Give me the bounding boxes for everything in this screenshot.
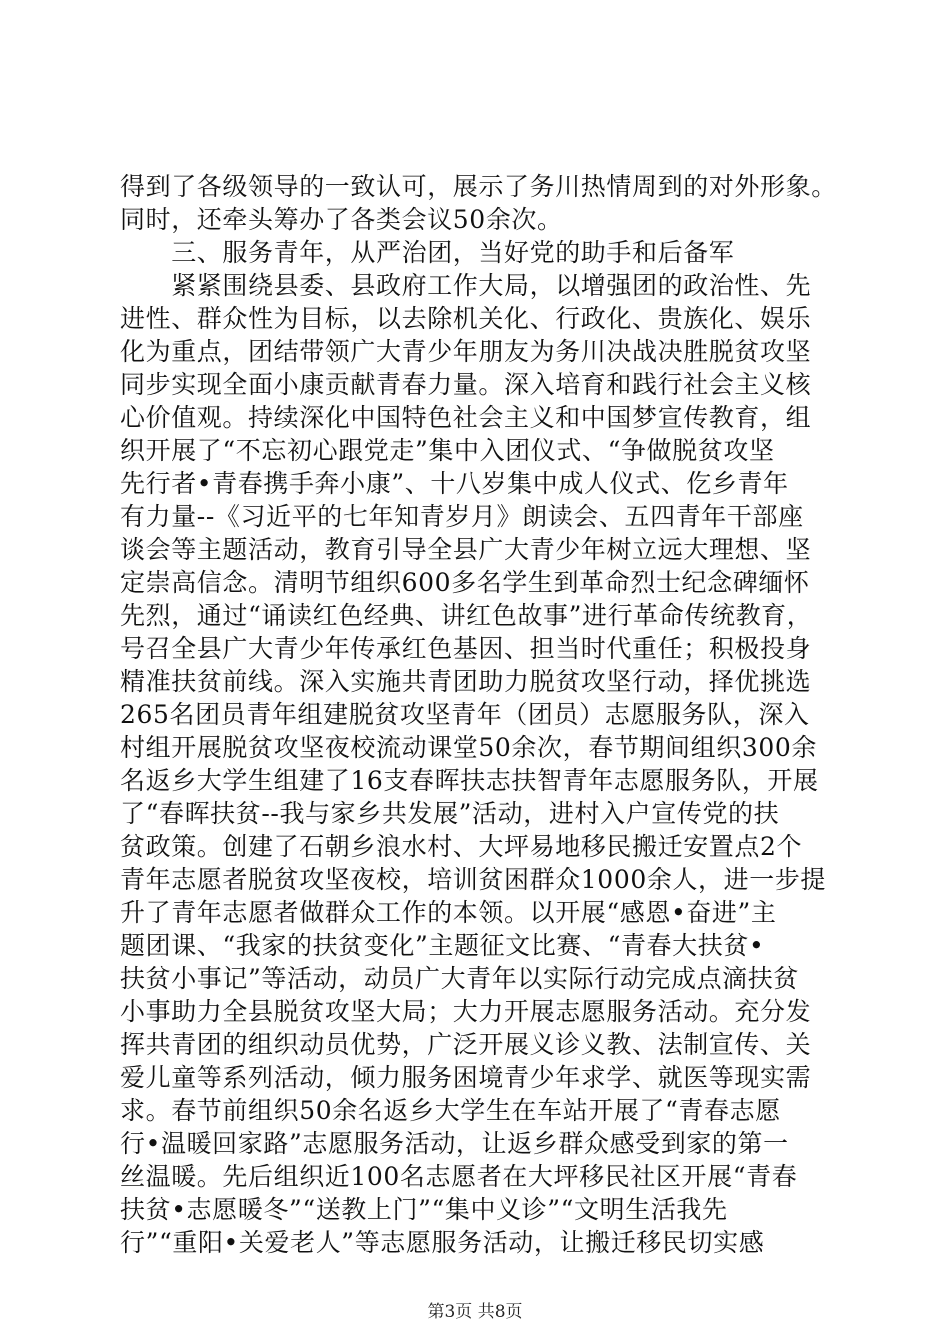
section-heading: 三、服务青年，从严治团，当好党的助手和后备军: [120, 238, 735, 267]
page-footer: 第3页 共8页: [427, 1302, 523, 1322]
text-line: 扶贫小事记”等活动，动员广大青年以实际行动完成点滴扶贫: [120, 964, 799, 993]
text-line: 同时，还牵头筹办了各类会议50余次。: [120, 205, 563, 234]
text-line: 题团课、“我家的扶贫变化”主题征文比赛、“青春大扶贫•: [120, 931, 765, 960]
text-line: 号召全县广大青少年传承红色基因、担当时代重任；积极投身: [120, 634, 812, 663]
text-line: 村组开展脱贫攻坚夜校流动课堂50余次，春节期间组织300余: [120, 733, 817, 762]
text-line: 青年志愿者脱贫攻坚夜校，培训贫困群众1000余人，进一步提: [120, 865, 827, 894]
text-line: 升了青年志愿者做群众工作的本领。以开展“感恩•奋进”主: [120, 898, 777, 927]
text-line: 得到了各级领导的一致认可，展示了务川热情周到的对外形象。: [120, 172, 837, 201]
text-line: 紧紧围绕县委、县政府工作大局，以增强团的政治性、先: [120, 271, 812, 300]
text-line: 有力量--《习近平的七年知青岁月》朗读会、五四青年干部座: [120, 502, 804, 531]
text-line: 小事助力全县脱贫攻坚大局；大力开展志愿服务活动。充分发: [120, 997, 812, 1026]
text-line: 进性、群众性为目标，以去除机关化、行政化、贵族化、娱乐: [120, 304, 812, 333]
text-line: 扶贫•志愿暖冬”“送教上门”“集中义诊”“文明生活我先: [120, 1195, 728, 1224]
text-line: 行•温暖回家路”志愿服务活动，让返乡群众感受到家的第一: [120, 1129, 789, 1158]
text-line: 先行者•青春携手奔小康”、十八岁集中成人仪式、仡乡青年: [120, 469, 789, 498]
text-line: 化为重点，团结带领广大青少年朋友为务川决战决胜脱贫攻坚: [120, 337, 812, 366]
text-line: 同步实现全面小康贡献青春力量。深入培育和践行社会主义核: [120, 370, 812, 399]
text-line: 先烈，通过“诵读红色经典、讲红色故事”进行革命传统教育，: [120, 601, 813, 630]
text-line: 名返乡大学生组建了16支春晖扶志扶智青年志愿服务队，开展: [120, 766, 819, 795]
body-text: [120, 170, 840, 1259]
text-line: 定崇高信念。清明节组织600多名学生到革命烈士纪念碑缅怀: [120, 568, 810, 597]
text-line: 精准扶贫前线。深入实施共青团助力脱贫攻坚行动，择优挑选: [120, 667, 812, 696]
text-line: 心价值观。持续深化中国特色社会主义和中国梦宣传教育，组: [120, 403, 812, 432]
text-line: 了“春晖扶贫--我与家乡共发展”活动，进村入户宣传党的扶: [120, 799, 780, 828]
text-line: 谈会等主题活动，教育引导全县广大青少年树立远大理想、坚: [120, 535, 812, 564]
text-line: 求。春节前组织50余名返乡大学生在车站开展了“青春志愿: [120, 1096, 781, 1125]
text-line: 行”“重阳•关爱老人”等志愿服务活动，让搬迁移民切实感: [120, 1228, 765, 1257]
text-line: 贫政策。创建了石朝乡浪水村、大坪易地移民搬迁安置点2个: [120, 832, 803, 861]
text-line: 爱儿童等系列活动，倾力服务困境青少年求学、就医等现实需: [120, 1063, 812, 1092]
text-line: 265名团员青年组建脱贫攻坚青年（团员）志愿服务队，深入: [120, 700, 810, 729]
text-line: 织开展了“不忘初心跟党走”集中入团仪式、“争做脱贫攻坚: [120, 436, 775, 465]
text-line: 挥共青团的组织动员优势，广泛开展义诊义教、法制宣传、关: [120, 1030, 812, 1059]
text-line: 丝温暖。先后组织近100名志愿者在大坪移民社区开展“青春: [120, 1162, 798, 1191]
